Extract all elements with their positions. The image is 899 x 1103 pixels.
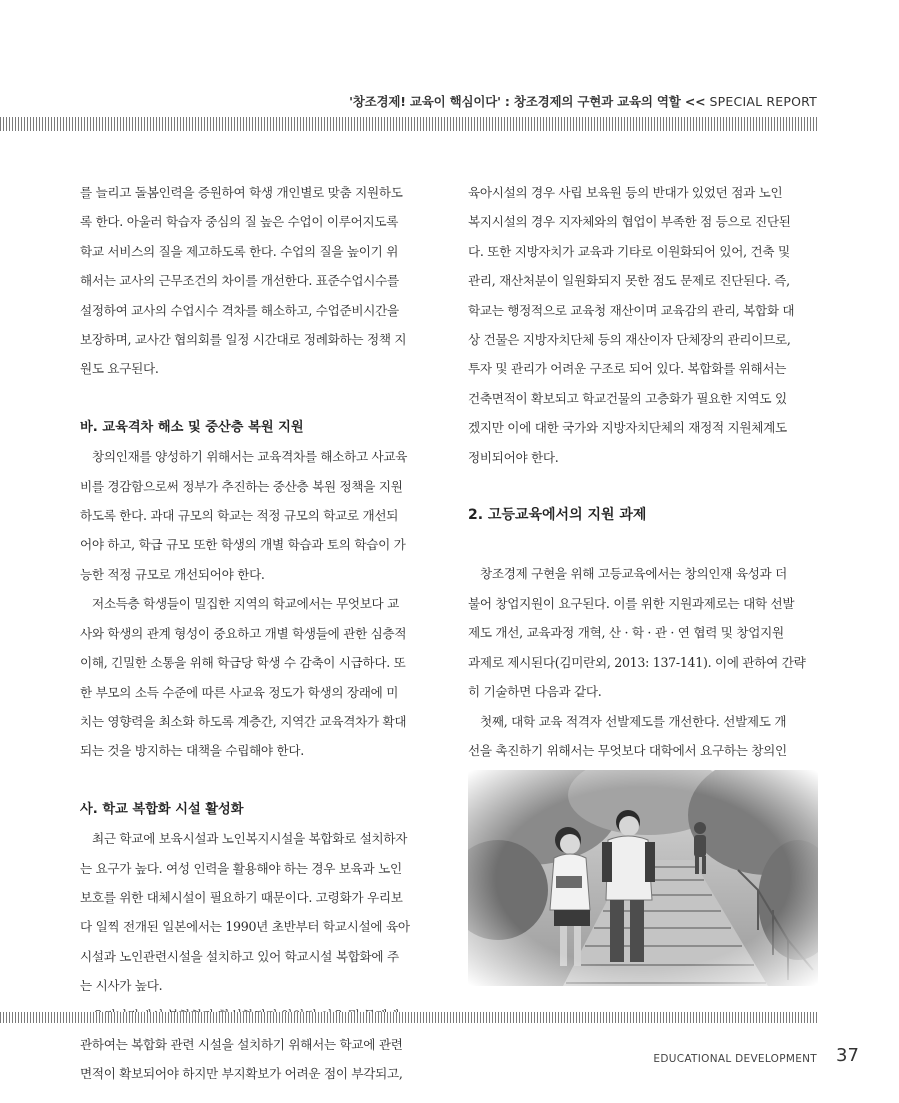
text-line: 시설과 노인관련시설을 설치하고 있어 학교시설 복합화에 주 bbox=[80, 948, 399, 964]
text-line: 이해, 긴밀한 소통을 위해 학급당 학생 수 감축이 시급하다. 또 bbox=[80, 655, 406, 671]
text-line: 사와 학생의 관계 형성이 중요하고 개별 학생들에 관한 심층적 bbox=[80, 625, 407, 641]
text-line: 는 요구가 높다. 여성 인력을 활용해야 하는 경우 보육과 노인 bbox=[80, 860, 402, 876]
running-header bbox=[349, 92, 817, 110]
header-section: SPECIAL REPORT bbox=[709, 94, 817, 109]
text-line: 한 부모의 소득 수준에 따른 사교육 정도가 학생의 장래에 미 bbox=[80, 684, 399, 700]
paragraph-ba-2 bbox=[80, 589, 432, 765]
text-line: 최근 학교에 보육시설과 노인복지시설을 복합화로 설치하자 bbox=[92, 831, 408, 847]
text-line: 상 건물은 지방자치단체 등의 재산이자 단체장의 관리이므로, bbox=[468, 332, 791, 348]
text-line: 능한 적정 규모로 개선되어야 한다. bbox=[80, 566, 265, 582]
text-line: 되는 것을 방지하는 대책을 수립해야 한다. bbox=[80, 743, 304, 759]
left-intro-paragraph bbox=[80, 178, 432, 384]
header-stripe-divider bbox=[0, 117, 818, 131]
text-line: 하도록 한다. 과대 규모의 학교는 적정 규모의 학교로 개선되 bbox=[80, 508, 399, 524]
text-line: 해서는 교사의 근무조건의 차이를 개선한다. 표준수업시수를 bbox=[80, 273, 399, 289]
footer-publication-label: EDUCATIONAL DEVELOPMENT bbox=[653, 1053, 817, 1065]
text-line: 과제로 제시된다(김미란외, 2013: 137-141). 이에 관하여 간략 bbox=[468, 654, 806, 670]
left-column bbox=[80, 178, 432, 1089]
page-number: 37 bbox=[836, 1045, 859, 1066]
text-line: 보장하며, 교사간 협의회를 일정 시간대로 정례화하는 정책 지 bbox=[80, 332, 407, 348]
text-line: 관하여는 복합화 관련 시설을 설치하기 위해서는 학교에 관련 bbox=[80, 1036, 403, 1052]
text-line: 면적이 확보되어야 하지만 부지확보가 어려운 점이 부각되고, bbox=[80, 1066, 403, 1082]
text-line: 다. 또한 지방자치가 교육과 기타로 이원화되어 있어, 건축 및 bbox=[468, 243, 790, 259]
text-line: 원도 요구된다. bbox=[80, 361, 159, 377]
text-line: 히 기술하면 다음과 같다. bbox=[468, 684, 602, 700]
footer-stripe-divider bbox=[0, 1012, 818, 1023]
right-intro-paragraph bbox=[468, 178, 820, 472]
text-line: 창조경제 구현을 위해 고등교육에서는 창의인재 육성과 더 bbox=[480, 566, 787, 582]
text-line: 선을 촉진하기 위해서는 무엇보다 대학에서 요구하는 창의인 bbox=[468, 742, 787, 758]
students-on-stairs-photo bbox=[468, 770, 818, 986]
paragraph-sa-1 bbox=[80, 824, 432, 1000]
text-line: 어야 하고, 학급 규모 또한 학생의 개별 학습과 토의 학습이 가 bbox=[80, 537, 406, 553]
text-line: 다 일찍 전개된 일본에서는 1990년 초반부터 학교시설에 육아 bbox=[80, 919, 410, 935]
text-line: 창의인재를 양성하기 위해서는 교육격차를 해소하고 사교육 bbox=[92, 449, 408, 465]
text-line: 첫째, 대학 교육 적격자 선발제도를 개선한다. 선발제도 개 bbox=[480, 713, 787, 729]
text-line: 복지시설의 경우 지자체와의 협업이 부족한 점 등으로 진단된 bbox=[468, 214, 791, 230]
text-line: 건축면적이 확보되고 학교건물의 고층화가 필요한 지역도 있 bbox=[468, 390, 787, 406]
section-heading-2: 2. 고등교육에서의 지원 과제 bbox=[468, 507, 647, 524]
text-line: 를 늘리고 돌봄인력을 증원하여 학생 개인별로 맞춤 지원하도 bbox=[80, 185, 403, 200]
header-title: '창조경제! 교육이 핵심이다' : 창조경제의 구현과 교육의 역할 << bbox=[349, 94, 706, 109]
text-line: 제도 개선, 교육과정 개혁, 산 · 학 · 관 · 연 협력 및 창업지원 bbox=[468, 625, 784, 641]
text-line: 설정하여 교사의 수업시수 격차를 해소하고, 수업준비시간을 bbox=[80, 302, 399, 318]
text-line: 저소득층 학생들이 밀집한 지역의 학교에서는 무엇보다 교 bbox=[92, 596, 399, 612]
text-line: 학교 서비스의 질을 제고하도록 한다. 수업의 질을 높이기 위 bbox=[80, 243, 399, 259]
text-line: 보호를 위한 대체시설이 필요하기 때문이다. 고령화가 우리보 bbox=[80, 889, 403, 905]
text-line: 치는 영향력을 최소화 하도록 계층간, 지역간 교육격차가 확대 bbox=[80, 713, 407, 729]
text-line: 육아시설의 경우 사립 보육원 등의 반대가 있었던 점과 노인 bbox=[468, 185, 783, 200]
text-line: 학교는 행정적으로 교육청 재산이며 교육감의 관리, 복합화 대 bbox=[468, 302, 795, 318]
text-line: 관리, 재산처분이 일원화되지 못한 점도 문제로 진단된다. 즉, bbox=[468, 273, 790, 289]
text-line: 정비되어야 한다. bbox=[468, 449, 559, 465]
text-line: 록 한다. 아울러 학습자 중심의 질 높은 수업이 이루어지도록 bbox=[80, 214, 399, 230]
text-line: 비를 경감함으로써 정부가 추진하는 중산층 복원 정책을 지원 bbox=[80, 478, 403, 494]
right-column bbox=[468, 178, 820, 824]
section-heading-ba: 바. 교육격차 해소 및 중산층 복원 지원 bbox=[80, 419, 304, 435]
text-line: 투자 및 관리가 어려운 구조로 되어 있다. 복합화를 위해서는 bbox=[468, 361, 787, 377]
paragraph-ba-1 bbox=[80, 442, 432, 589]
section-heading-sa: 사. 학교 복합화 시설 활성화 bbox=[80, 801, 244, 817]
text-line: 는 시사가 높다. bbox=[80, 978, 163, 994]
text-line: 불어 창업지원이 요구된다. 이를 위한 지원과제로는 대학 선발 bbox=[468, 595, 795, 611]
paragraph-2-1 bbox=[468, 559, 820, 706]
text-line: 겠지만 이에 대한 국가와 지방자치단체의 재정적 지원체계도 bbox=[468, 420, 787, 436]
